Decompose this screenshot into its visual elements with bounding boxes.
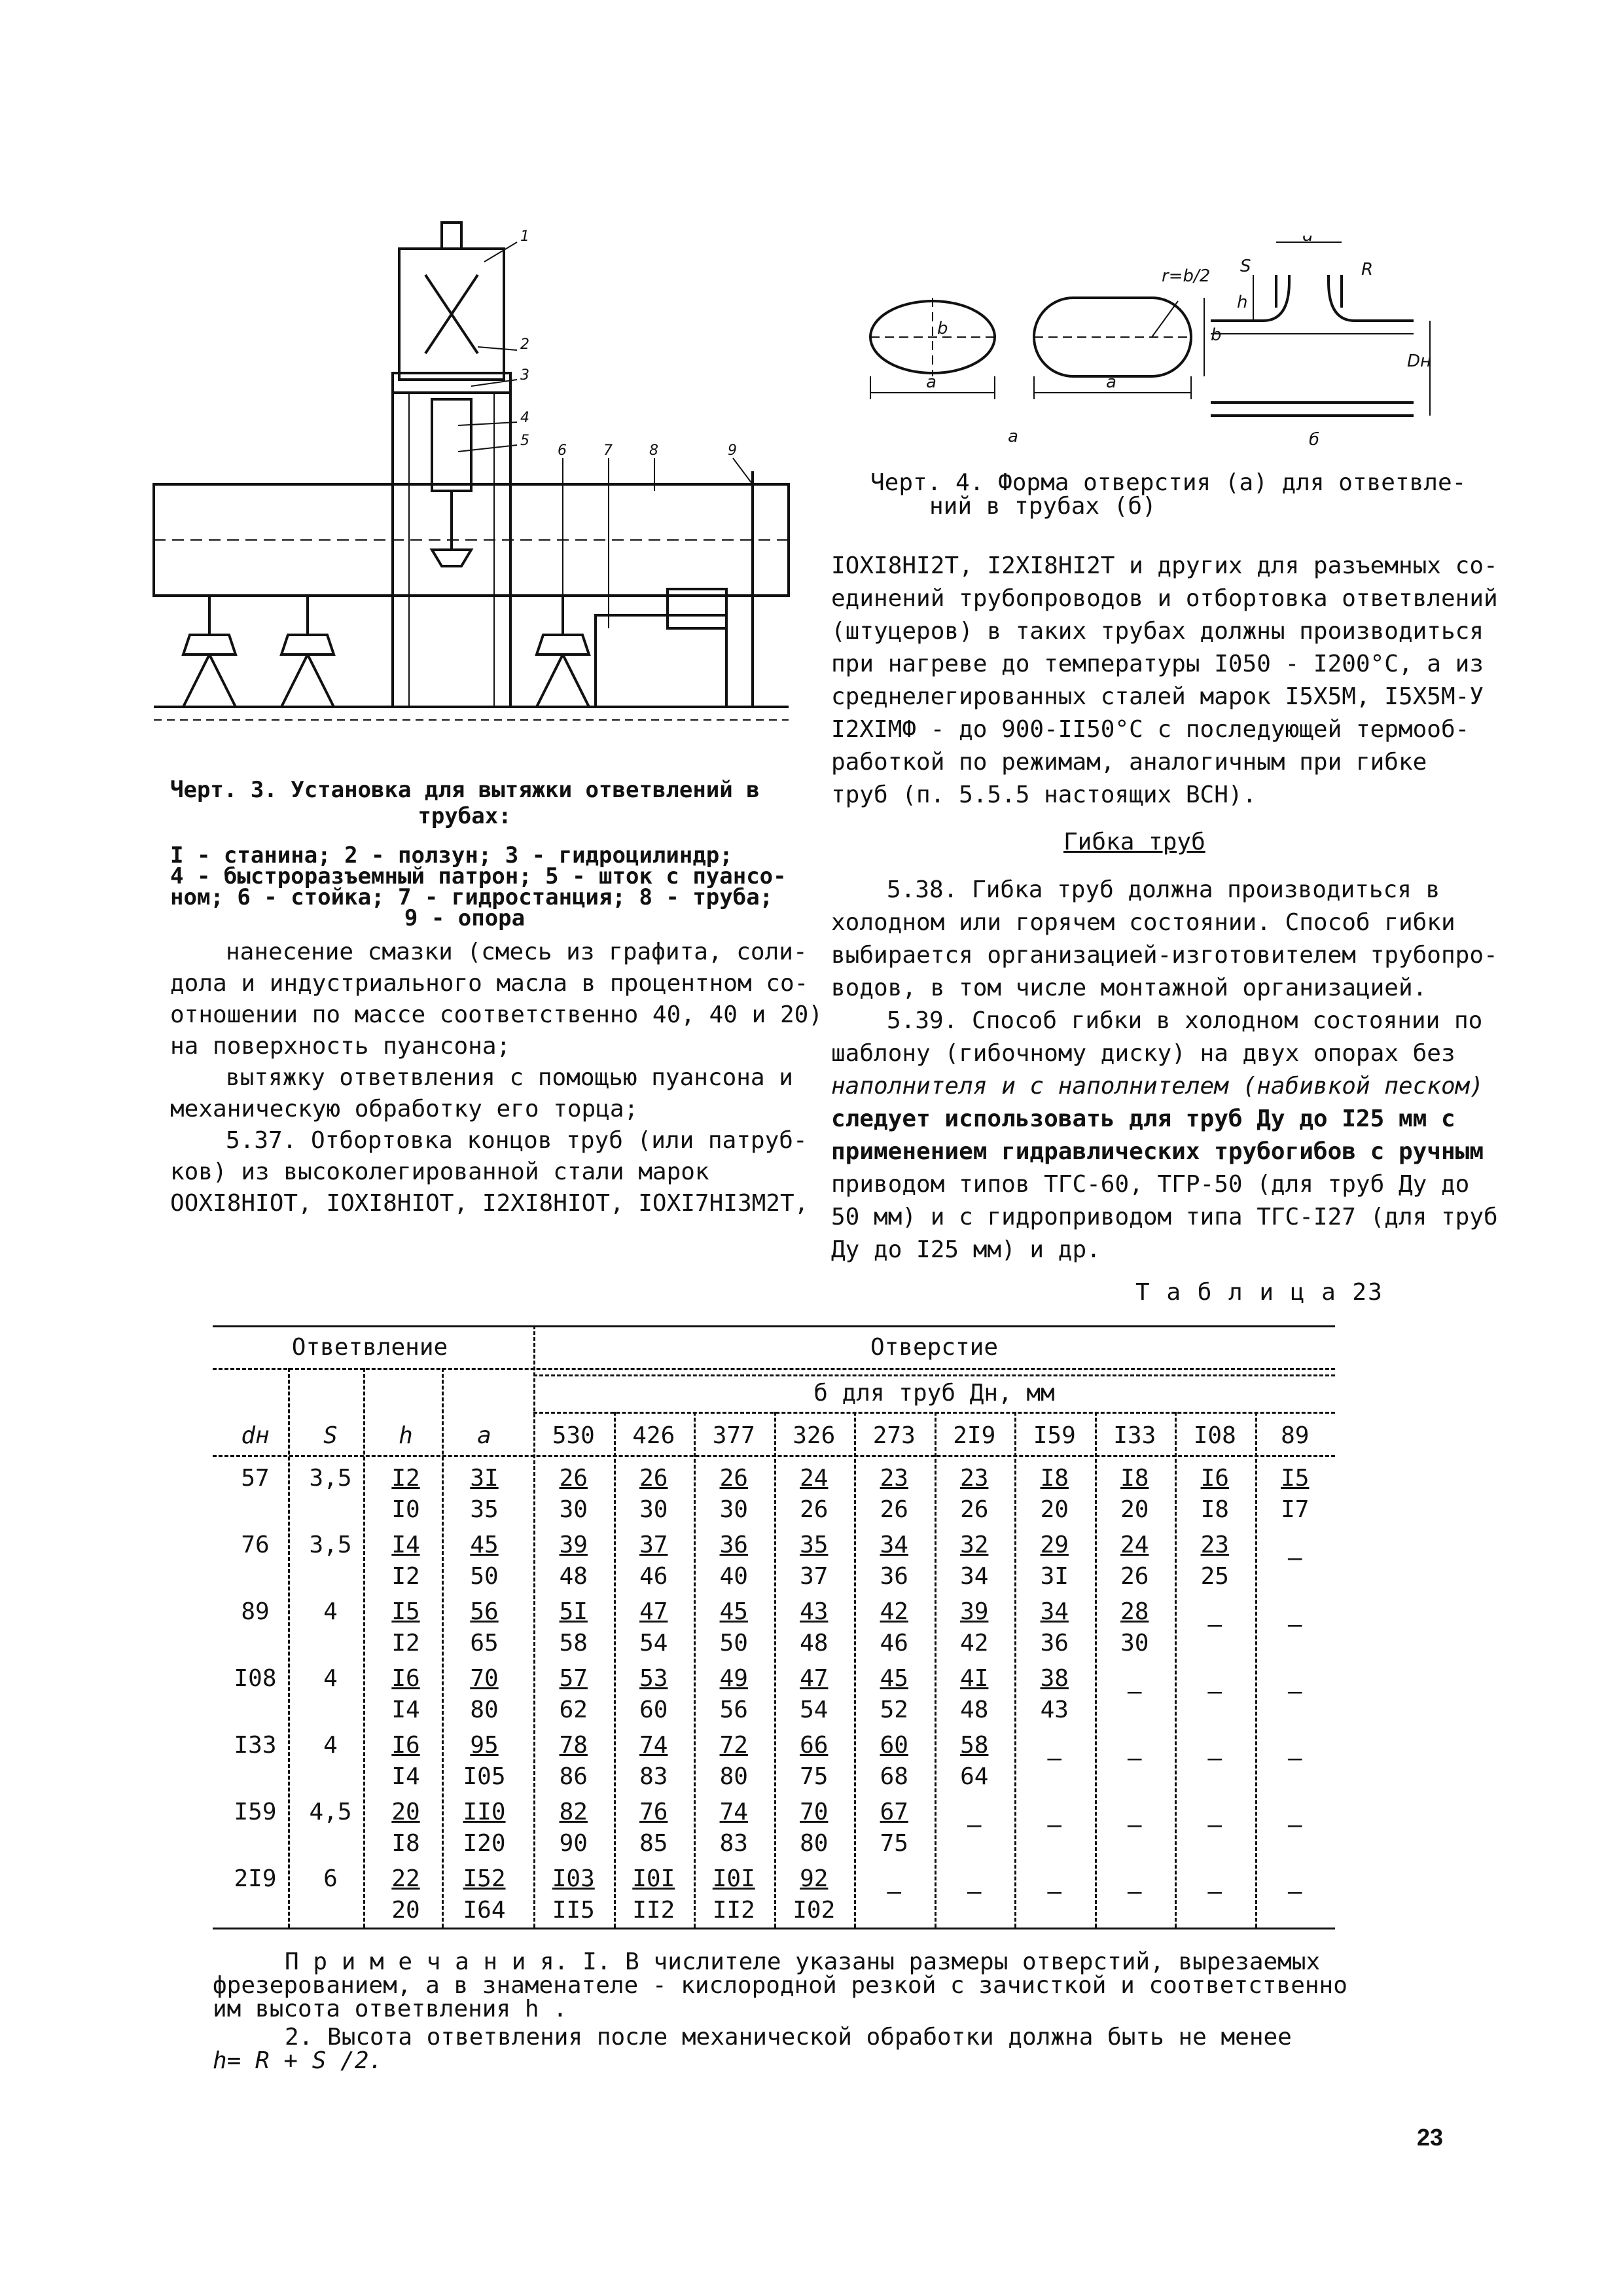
column-header: 377 <box>712 1422 755 1449</box>
figure-3-legend-line: I - станина; 2 - ползун; 3 - гидроцилиндр; <box>170 842 733 869</box>
column-header: h <box>399 1422 413 1449</box>
table-cell: – <box>1207 1678 1222 1705</box>
table-cell: I6 <box>1200 1465 1229 1492</box>
callout-7: 7 <box>603 442 613 459</box>
table-cell: 48 <box>800 1630 829 1657</box>
table-cell: 40 <box>719 1563 748 1590</box>
table-cell: – <box>1287 1545 1302 1571</box>
table-cell: 80 <box>470 1696 499 1723</box>
column-header: 530 <box>552 1422 595 1449</box>
table-cell: 20 <box>391 1897 420 1924</box>
table-cell: 70 <box>470 1665 499 1692</box>
table-cell: 4 <box>323 1598 338 1625</box>
table-cell: 24 <box>1120 1532 1149 1558</box>
column-header: I08 <box>1193 1422 1236 1449</box>
right-text-line: единений трубопроводов и отбортовка ответвлений <box>831 585 1498 612</box>
table-cell: I02 <box>793 1897 836 1924</box>
table-cell: 6 <box>323 1865 338 1892</box>
table-cell: I5 <box>391 1598 420 1625</box>
note-formula: h= R + S /2. <box>213 2047 383 2074</box>
table-cell: I08 <box>234 1665 277 1692</box>
column-header: S <box>323 1422 338 1449</box>
table-cell: 54 <box>639 1630 668 1657</box>
table-cell: 64 <box>960 1763 989 1790</box>
table-cell: 20 <box>1120 1496 1149 1523</box>
table-cell: 26 <box>639 1465 668 1492</box>
table-cell: 36 <box>719 1532 748 1558</box>
table-cell: 30 <box>639 1496 668 1523</box>
table-cell: 56 <box>470 1598 499 1625</box>
table-cell: 90 <box>559 1830 588 1857</box>
table-cell: 36 <box>880 1563 908 1590</box>
table-cell: 45 <box>880 1665 908 1692</box>
table-cell: 37 <box>800 1563 829 1590</box>
column-header: dн <box>241 1422 270 1449</box>
figure-4-drawing <box>857 236 1446 458</box>
table-cell: 30 <box>719 1496 748 1523</box>
label-b: b <box>937 319 948 338</box>
table-cell: 57 <box>241 1465 270 1492</box>
table-cell: 2I9 <box>234 1865 277 1892</box>
table-cell: 82 <box>559 1799 588 1825</box>
right-text-line: холодном или горячем состоянии. Способ гибки <box>831 909 1455 936</box>
right-text-line: наполнителя и с наполнителем (набивкой песком) <box>831 1073 1484 1100</box>
table-cell: I8 <box>1200 1496 1229 1523</box>
table-cell: 62 <box>559 1696 588 1723</box>
table-cell: 20 <box>391 1799 420 1825</box>
right-text-line: приводом типов ТГС-60, ТГР-50 (для труб Ду до <box>831 1171 1470 1198</box>
figure-3-caption-title-2: трубах: <box>418 803 512 829</box>
table-cell: – <box>1207 1745 1222 1772</box>
left-text-line: на поверхность пуансона; <box>170 1033 511 1060</box>
table-cell: 47 <box>639 1598 668 1625</box>
table-cell: 43 <box>800 1598 829 1625</box>
right-text-line: применением гидравлических трубогибов с ручным <box>831 1138 1484 1165</box>
table-cell: – <box>1127 1878 1142 1905</box>
table-cell: 26 <box>960 1496 989 1523</box>
table-cell: – <box>967 1812 982 1839</box>
table-cell: 45 <box>470 1532 499 1558</box>
table-cell: 5I <box>559 1598 588 1625</box>
right-text-line: шаблону (гибочному диску) на двух опорах без <box>831 1040 1455 1067</box>
table-cell: 60 <box>880 1732 908 1759</box>
callout-3: 3 <box>520 367 529 384</box>
table-cell: 25 <box>1200 1563 1229 1590</box>
table-cell: 74 <box>639 1732 668 1759</box>
table-cell: 80 <box>719 1763 748 1790</box>
label-b: b <box>1211 325 1222 345</box>
column-header: 2I9 <box>953 1422 996 1449</box>
table-cell: I0I <box>632 1865 675 1892</box>
table-cell: 32 <box>960 1532 989 1558</box>
table-cell: 3,5 <box>309 1532 352 1558</box>
column-header: 273 <box>872 1422 916 1449</box>
callout-1: 1 <box>520 228 529 245</box>
table-cell: 49 <box>719 1665 748 1692</box>
right-text-line: при нагреве до температуры I050 - I200°С, а из <box>831 651 1484 677</box>
table-cell: 50 <box>470 1563 499 1590</box>
table-cell: 67 <box>880 1799 908 1825</box>
column-header: 426 <box>632 1422 675 1449</box>
table-cell: 26 <box>800 1496 829 1523</box>
figure-3-caption-title: Черт. 3. Установка для вытяжки ответвлений в <box>170 777 760 803</box>
right-text-line: Ду до I25 мм) и др. <box>831 1236 1101 1263</box>
table-cell: 4 <box>323 1732 338 1759</box>
table-cell: 74 <box>719 1799 748 1825</box>
label-h: h <box>1237 293 1248 312</box>
table-cell: I4 <box>391 1696 420 1723</box>
header-hole-sub: б для труб Дн, мм <box>813 1380 1055 1407</box>
table-cell: 68 <box>880 1763 908 1790</box>
callout-4: 4 <box>520 410 529 426</box>
table-cell: II5 <box>552 1897 595 1924</box>
figure-3-legend-line: 4 - быстроразъемный патрон; 5 - шток с пуансо- <box>170 863 787 889</box>
right-text-line: труб (п. 5.5.5 настоящих ВСН). <box>831 781 1257 808</box>
table-cell: 48 <box>960 1696 989 1723</box>
figure-3-drawing <box>151 209 798 746</box>
table-cell: I64 <box>463 1897 506 1924</box>
left-text-line: механическую обработку его торца; <box>170 1096 639 1122</box>
left-text-line: ков) из высоколегированной стали марок <box>170 1158 709 1185</box>
callout-9: 9 <box>728 442 737 459</box>
column-header: I59 <box>1033 1422 1076 1449</box>
note-line: 2. Высота ответвления после механической обработки должна быть не менее <box>285 2024 1292 2051</box>
right-text-line: работкой по режимам, аналогичным при гибке <box>831 749 1427 776</box>
table-cell: 26 <box>1120 1563 1149 1590</box>
table-cell: I2 <box>391 1465 420 1492</box>
table-cell: I5 <box>1281 1465 1310 1492</box>
table-cell: 46 <box>880 1630 908 1657</box>
table-cell: I6 <box>391 1665 420 1692</box>
table-cell: 65 <box>470 1630 499 1657</box>
label-dn: Dн <box>1407 351 1432 371</box>
table-cell: 39 <box>960 1598 989 1625</box>
table-cell: – <box>1207 1611 1222 1638</box>
table-cell: 47 <box>800 1665 829 1692</box>
table-cell: 85 <box>639 1830 668 1857</box>
figure-3-legend-line: 9 - опора <box>404 905 526 931</box>
table-cell: – <box>1287 1878 1302 1905</box>
table-cell: 70 <box>800 1799 829 1825</box>
table-cell: 3I <box>470 1465 499 1492</box>
table-cell: – <box>1047 1812 1062 1839</box>
page-number: 23 <box>1417 2124 1444 2151</box>
table-cell: 80 <box>800 1830 829 1857</box>
table-cell: 28 <box>1120 1598 1149 1625</box>
label-r-radius: R <box>1361 260 1374 279</box>
note-line: П р и м е ч а н и я. I. В числителе указаны размеры отверстий, вырезаемых <box>285 1948 1321 1975</box>
table-cell: 83 <box>639 1763 668 1790</box>
table-cell: 54 <box>800 1696 829 1723</box>
table-cell: I20 <box>463 1830 506 1857</box>
table-cell: 48 <box>559 1563 588 1590</box>
table-cell: I59 <box>234 1799 277 1825</box>
table-cell: – <box>1207 1812 1222 1839</box>
left-text-line: нанесение смазки (смесь из графита, соли- <box>226 939 808 965</box>
table-cell: 23 <box>960 1465 989 1492</box>
table-cell: – <box>1287 1745 1302 1772</box>
figure-4-caption-2: ний в трубах (б) <box>929 493 1156 520</box>
right-text-line: следует использовать для труб Ду до I25 мм с <box>831 1105 1455 1132</box>
left-text-line: 5.37. Отбортовка концов труб (или патруб- <box>226 1127 808 1154</box>
right-text-line: 50 мм) и с гидроприводом типа ТГС-I27 (для труб <box>831 1204 1498 1230</box>
table-cell: 39 <box>559 1532 588 1558</box>
table-cell: I0 <box>391 1496 420 1523</box>
table-cell: – <box>1127 1678 1142 1705</box>
table-cell: – <box>1047 1878 1062 1905</box>
table-cell: 42 <box>960 1630 989 1657</box>
table-cell: I0I <box>712 1865 755 1892</box>
data-table <box>213 1325 1335 1928</box>
table-cell: I33 <box>234 1732 277 1759</box>
table-cell: I52 <box>463 1865 506 1892</box>
table-cell: 4,5 <box>309 1799 352 1825</box>
table-cell: 26 <box>719 1465 748 1492</box>
table-cell: II2 <box>712 1897 755 1924</box>
table-cell: 76 <box>241 1532 270 1558</box>
table-cell: 35 <box>470 1496 499 1523</box>
table-cell: 57 <box>559 1665 588 1692</box>
table-cell: – <box>1127 1745 1142 1772</box>
table-cell: – <box>967 1878 982 1905</box>
table-cell: 45 <box>719 1598 748 1625</box>
table-cell: 34 <box>960 1563 989 1590</box>
right-text-line: I2XIМФ - до 900-II50°С с последующей термооб- <box>831 716 1470 743</box>
table-cell: 66 <box>800 1732 829 1759</box>
table-cell: 34 <box>1040 1598 1069 1625</box>
table-cell: I8 <box>1040 1465 1069 1492</box>
right-text-line: водов, в том числе монтажной организацией. <box>831 975 1427 1001</box>
table-cell: 4 <box>323 1665 338 1692</box>
table-cell: – <box>887 1878 902 1905</box>
table-cell: 3I <box>1040 1563 1069 1590</box>
right-text-line: 5.38. Гибка труб должна производиться в <box>887 876 1440 903</box>
right-text-line: выбирается организацией-изготовителем трубопро- <box>831 942 1498 969</box>
callout-8: 8 <box>649 442 658 459</box>
table-cell: 92 <box>800 1865 829 1892</box>
table-cell: I8 <box>1120 1465 1149 1492</box>
column-header: I33 <box>1113 1422 1156 1449</box>
figure-3-legend-line: ном; 6 - стойка; 7 - гидростанция; 8 - труба; <box>170 884 774 910</box>
table-cell: 30 <box>1120 1630 1149 1657</box>
table-cell: 23 <box>1200 1532 1229 1558</box>
table-cell: II2 <box>632 1897 675 1924</box>
table-cell: I05 <box>463 1763 506 1790</box>
right-text-line: (штуцеров) в таких трубах должны производиться <box>831 618 1484 645</box>
table-cell: 38 <box>1040 1665 1069 1692</box>
table-cell: 58 <box>559 1630 588 1657</box>
column-header: a <box>477 1422 491 1449</box>
table-cell: 24 <box>800 1465 829 1492</box>
table-cell: – <box>1287 1611 1302 1638</box>
table-cell: 46 <box>639 1563 668 1590</box>
note-line: фрезерованием, а в знаменателе - кислородной резкой с зачисткой и соответственно <box>213 1972 1347 1999</box>
table-cell: 86 <box>559 1763 588 1790</box>
table-cell: I8 <box>391 1830 420 1857</box>
table-cell: – <box>1287 1678 1302 1705</box>
table-cell: 23 <box>880 1465 908 1492</box>
table-cell: – <box>1047 1745 1062 1772</box>
table-cell: II0 <box>463 1799 506 1825</box>
left-text-line: вытяжку ответвления с помощью пуансона и <box>226 1064 793 1091</box>
table-cell: 3,5 <box>309 1465 352 1492</box>
table-cell: 58 <box>960 1732 989 1759</box>
table-cell: 78 <box>559 1732 588 1759</box>
table-cell: I4 <box>391 1763 420 1790</box>
table-cell: 20 <box>1040 1496 1069 1523</box>
label-sub-a: a <box>1008 427 1018 446</box>
note-line: им высота ответвления h . <box>213 1996 567 2022</box>
label-a: a <box>926 372 936 392</box>
table-cell: 60 <box>639 1696 668 1723</box>
column-header: 89 <box>1281 1422 1310 1449</box>
table-cell: 72 <box>719 1732 748 1759</box>
hole-shape-drawing <box>857 236 1446 458</box>
label-r: r=b/2 <box>1162 266 1211 286</box>
left-text-line: ООХI8HIОТ, IОХI8HIОТ, I2XI8HIОТ, IОХI7HI3М2Т, <box>170 1190 809 1217</box>
table-cell: – <box>1207 1878 1222 1905</box>
table-cell: 26 <box>559 1465 588 1492</box>
right-text-line: IОХI8HI2Т, I2XI8HI2Т и других для разъемных со- <box>831 552 1498 579</box>
table-cell: I03 <box>552 1865 595 1892</box>
installation-drawing <box>151 209 798 746</box>
section-heading: Гибка труб <box>1063 829 1205 855</box>
label-d: d <box>1302 236 1313 245</box>
header-branch: Ответвление <box>291 1334 448 1361</box>
table-cell: I4 <box>391 1532 420 1558</box>
figure-4-caption: Черт. 4. Форма отверстия (а) для ответвле- <box>870 469 1467 496</box>
table-cell: 29 <box>1040 1532 1069 1558</box>
header-hole: Отверстие <box>870 1334 999 1361</box>
left-text-line: дола и индустриального масла в процентном со- <box>170 970 809 997</box>
table-cell: 50 <box>719 1630 748 1657</box>
table-cell: 56 <box>719 1696 748 1723</box>
table-cell: 75 <box>880 1830 908 1857</box>
table-cell: – <box>1287 1812 1302 1839</box>
label-sub-b: б <box>1309 430 1320 450</box>
table-cell: 89 <box>241 1598 270 1625</box>
table-cell: – <box>1127 1812 1142 1839</box>
table-cell: 30 <box>559 1496 588 1523</box>
callout-6: 6 <box>558 442 567 459</box>
right-text-line: среднелегированных сталей марок I5Х5М, I5Х5М-У <box>831 683 1484 710</box>
table-cell: I2 <box>391 1630 420 1657</box>
table-cell: 53 <box>639 1665 668 1692</box>
table-cell: I6 <box>391 1732 420 1759</box>
table-cell: 43 <box>1040 1696 1069 1723</box>
table-cell: I2 <box>391 1563 420 1590</box>
callout-5: 5 <box>520 433 529 449</box>
table-cell: 37 <box>639 1532 668 1558</box>
right-text-line: 5.39. Способ гибки в холодном состоянии по <box>887 1007 1483 1034</box>
table-cell: 22 <box>391 1865 420 1892</box>
table-cell: 42 <box>880 1598 908 1625</box>
label-s: S <box>1240 257 1251 276</box>
table-cell: 75 <box>800 1763 829 1790</box>
table-cell: 36 <box>1040 1630 1069 1657</box>
column-header: 326 <box>793 1422 836 1449</box>
table-cell: 83 <box>719 1830 748 1857</box>
callout-2: 2 <box>520 336 529 353</box>
label-a: a <box>1106 372 1116 392</box>
table-title: Т а б л и ц а 23 <box>1135 1279 1383 1306</box>
table-cell: 76 <box>639 1799 668 1825</box>
left-text-line: отношении по массе соответственно 40, 40 и 20) <box>170 1001 823 1028</box>
table-cell: 35 <box>800 1532 829 1558</box>
table-cell: 95 <box>470 1732 499 1759</box>
table-cell: 4I <box>960 1665 989 1692</box>
table-cell: I7 <box>1281 1496 1310 1523</box>
table-cell: 26 <box>880 1496 908 1523</box>
table-cell: 52 <box>880 1696 908 1723</box>
table-cell: 34 <box>880 1532 908 1558</box>
